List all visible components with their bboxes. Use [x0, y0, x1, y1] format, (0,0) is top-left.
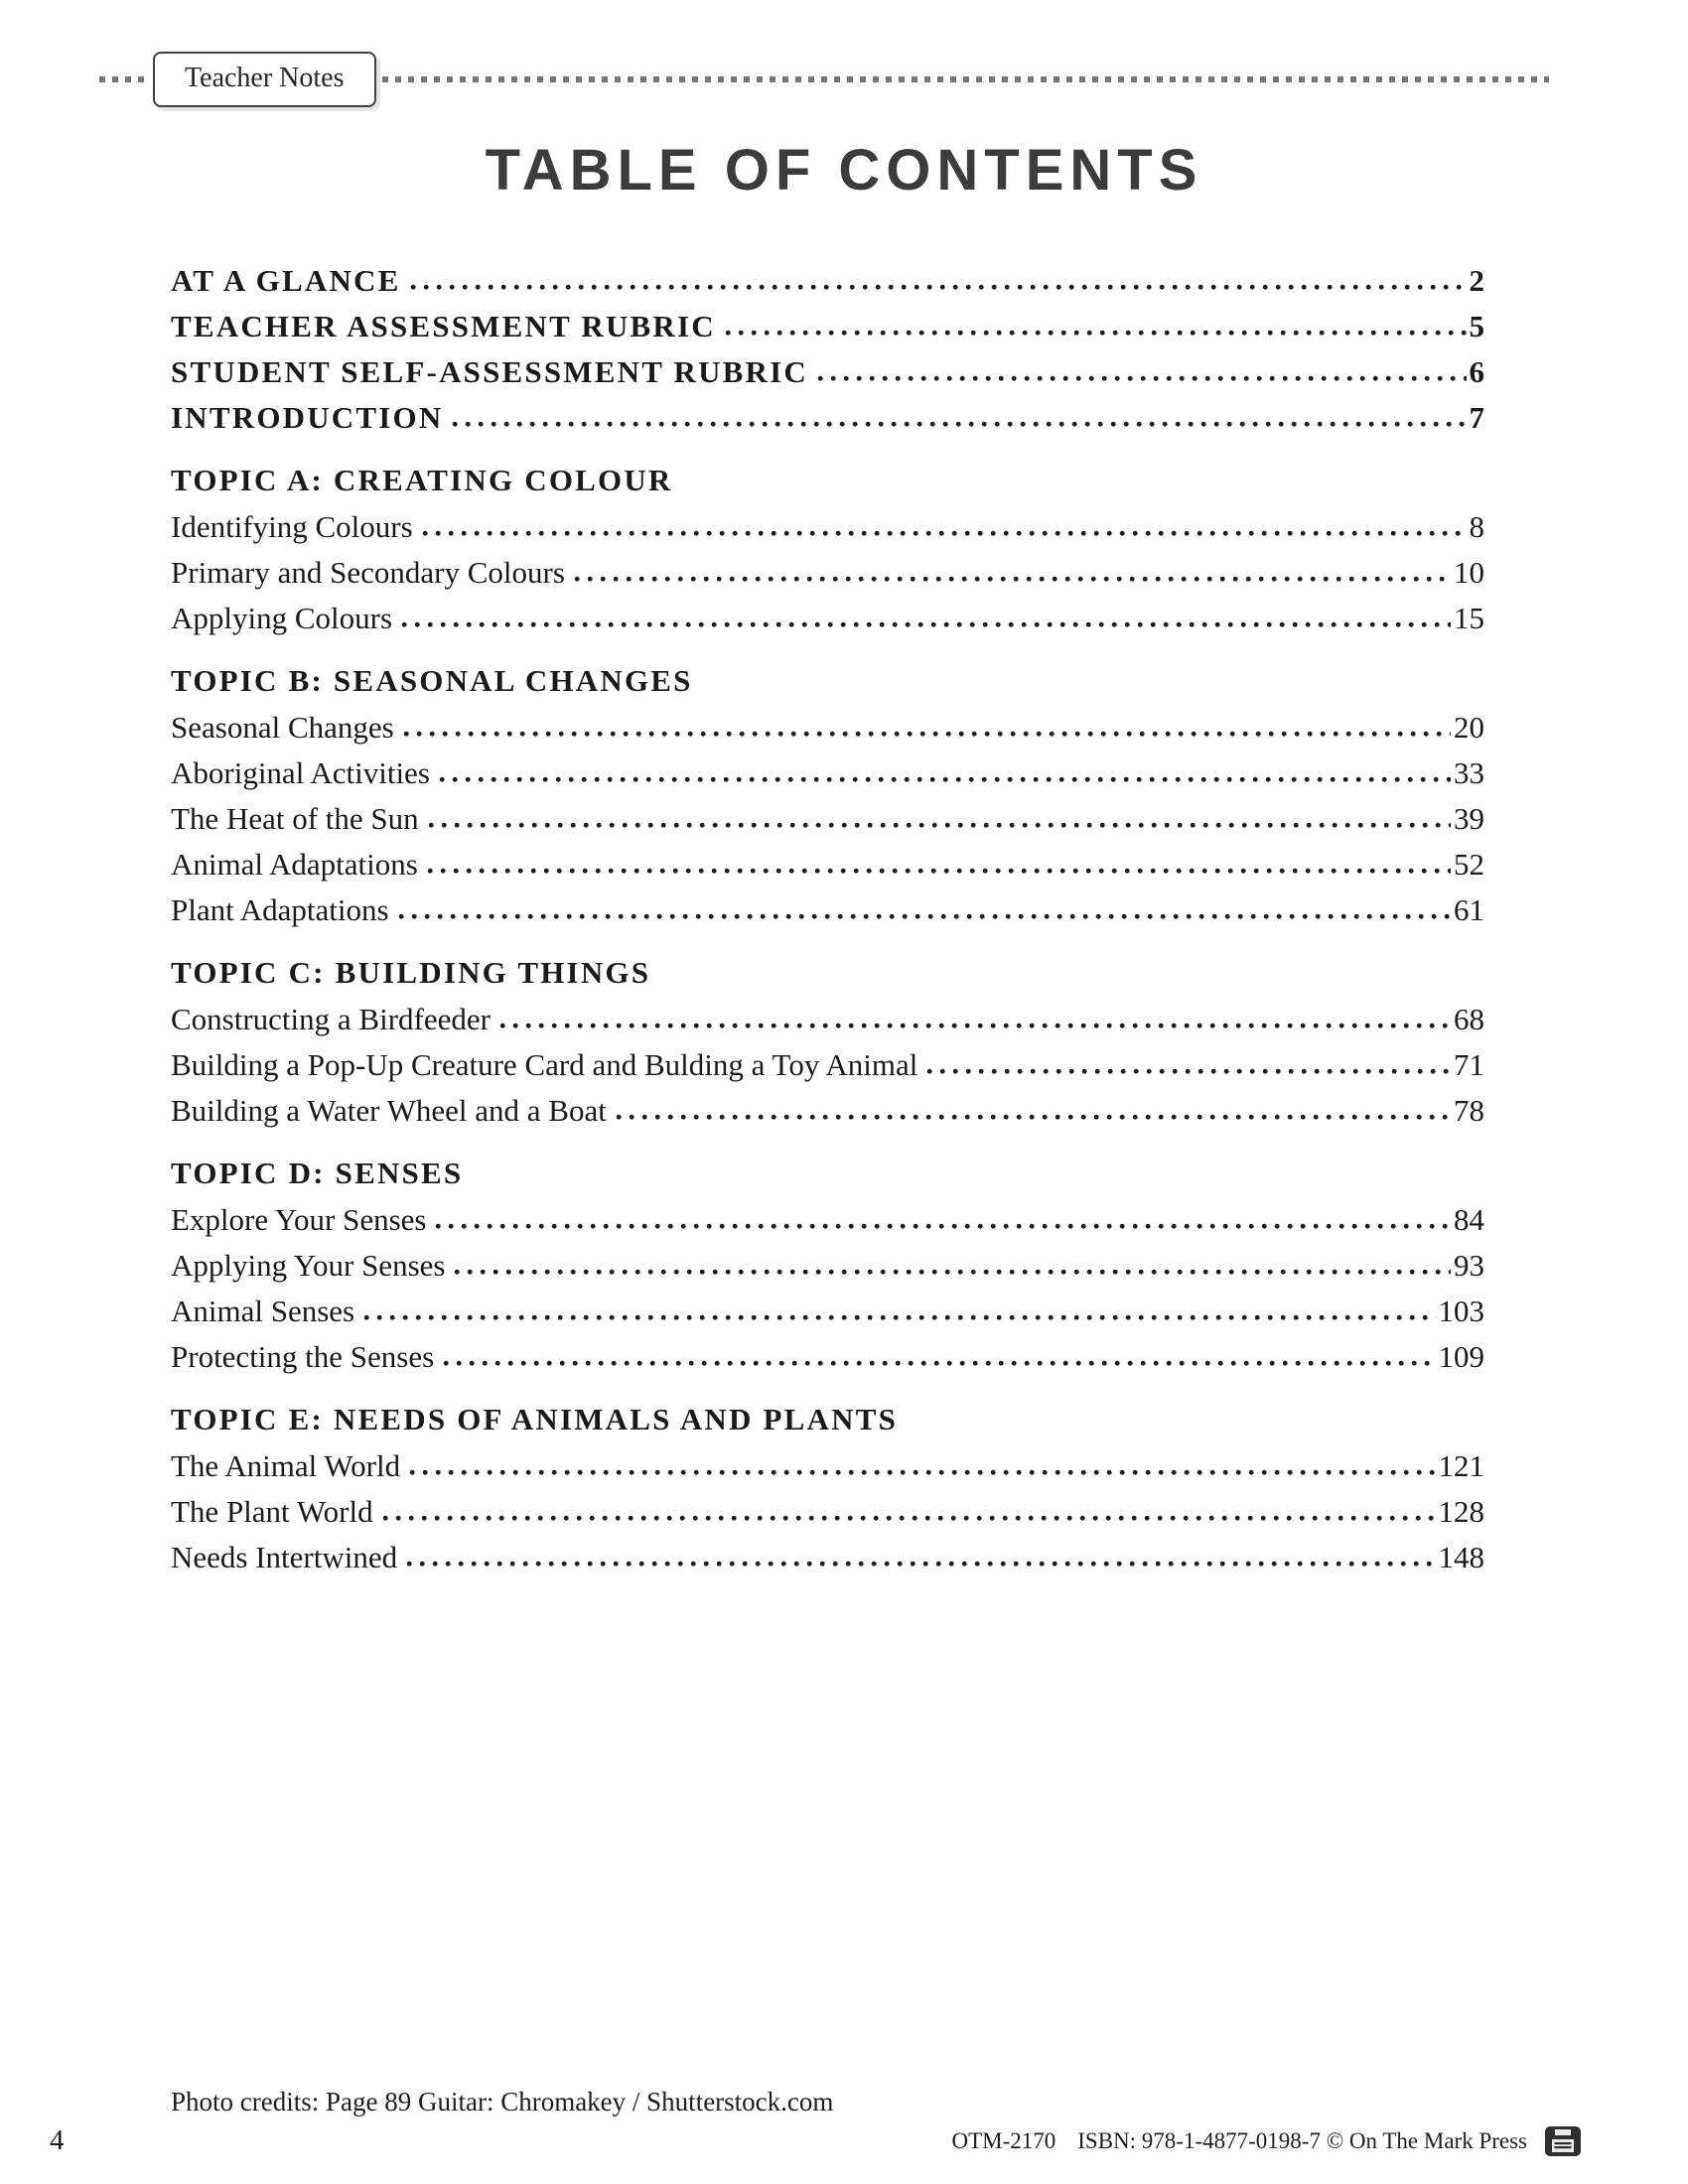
toc-entry-label: INTRODUCTION — [171, 400, 444, 435]
dot-leader — [574, 576, 1451, 583]
toc-entry-label: Constructing a Birdfeeder — [171, 1002, 491, 1036]
toc-section-heading: TOPIC D: SENSES — [171, 1156, 464, 1190]
toc-entry-label: The Heat of the Sun — [171, 801, 419, 836]
dot-leader — [398, 913, 1451, 920]
dot-leader — [406, 1561, 1435, 1568]
toc-entry-label: AT A GLANCE — [171, 263, 401, 298]
toc-entry-label: The Plant World — [171, 1494, 373, 1529]
teacher-notes-tab — [153, 52, 376, 107]
printer-icon — [1543, 2124, 1583, 2158]
toc-entry-label: Building a Pop-Up Creature Card and Bulding a Toy Animal — [171, 1047, 918, 1082]
toc-entry-page: 148 — [1438, 1540, 1484, 1574]
toc-entry — [171, 1049, 1484, 1080]
dot-leader — [409, 1469, 1435, 1476]
toc-entry-page: 103 — [1438, 1294, 1484, 1328]
page-title: TABLE OF CONTENTS — [485, 138, 1203, 203]
isbn-text: ISBN: 978-1-4877-0198-7 © On The Mark Press — [1077, 2128, 1527, 2153]
toc-section-heading: TOPIC E: NEEDS OF ANIMALS AND PLANTS — [171, 1402, 899, 1436]
toc-entry — [171, 311, 1484, 341]
toc-entry-page: 61 — [1454, 892, 1484, 927]
toc-entry-page: 71 — [1454, 1047, 1484, 1082]
toc-entry-label: Primary and Secondary Colours — [171, 555, 565, 590]
page-number: 4 — [50, 2124, 65, 2156]
photo-credits: Photo credits: Page 89 Guitar: Chromakey / Shutterstock.com — [171, 2087, 834, 2116]
toc-entry — [171, 1496, 1484, 1527]
dot-leader — [410, 284, 1467, 291]
toc-entry-label: Building a Water Wheel and a Boat — [171, 1093, 607, 1128]
toc-entry — [171, 1250, 1484, 1281]
toc-section-heading: TOPIC B: SEASONAL CHANGES — [171, 663, 693, 698]
toc-entry-page: 7 — [1469, 400, 1484, 435]
toc-entry-page: 39 — [1454, 801, 1484, 836]
dot-leader — [422, 530, 1467, 537]
toc-entry-label: STUDENT SELF-ASSESSMENT RUBRIC — [171, 354, 808, 389]
header-dots-right — [382, 76, 1549, 82]
toc-entry — [171, 1450, 1484, 1481]
toc-entry-label: Plant Adaptations — [171, 892, 389, 927]
toc-entry-page: 6 — [1469, 354, 1484, 389]
product-code: OTM-2170 — [951, 2128, 1056, 2153]
toc-entry — [171, 1296, 1484, 1326]
toc-entry-page: 128 — [1438, 1494, 1484, 1529]
dot-leader — [499, 1023, 1451, 1029]
toc-entry — [171, 265, 1484, 296]
toc-entry — [171, 402, 1484, 433]
toc-entry-page: 2 — [1469, 263, 1484, 298]
toc-entry-label: Protecting the Senses — [171, 1339, 435, 1374]
dot-leader — [443, 1360, 1435, 1367]
dot-leader — [428, 822, 1451, 829]
page-header — [99, 52, 1549, 107]
toc-entry-page: 52 — [1454, 847, 1484, 882]
toc-entry — [171, 511, 1484, 542]
toc-entry-page: 109 — [1438, 1339, 1484, 1374]
dot-leader — [427, 868, 1451, 875]
toc-entry-label: Aboriginal Activities — [171, 755, 430, 790]
toc-entry-label: Animal Senses — [171, 1294, 355, 1328]
toc-entry — [171, 757, 1484, 788]
dot-leader — [435, 1223, 1451, 1230]
toc-entry-page: 84 — [1454, 1202, 1484, 1237]
toc-section-heading: TOPIC A: CREATING COLOUR — [171, 463, 673, 497]
footer-publisher-info — [951, 2124, 1583, 2158]
toc-section-heading: TOPIC C: BUILDING THINGS — [171, 955, 651, 990]
dot-leader — [403, 731, 1451, 738]
toc-entry-page: 5 — [1469, 309, 1484, 343]
dot-leader — [616, 1114, 1451, 1121]
toc-entry-label: Explore Your Senses — [171, 1202, 427, 1237]
dot-leader — [382, 1515, 1436, 1522]
toc-entry-label: The Animal World — [171, 1448, 401, 1483]
dot-leader — [454, 1269, 1451, 1276]
toc-entry — [171, 849, 1484, 880]
toc-entry-page: 68 — [1454, 1002, 1484, 1036]
dot-leader — [401, 621, 1451, 628]
dot-leader — [452, 421, 1466, 428]
header-dots-left — [99, 76, 147, 82]
toc-entry-page: 20 — [1454, 710, 1484, 745]
toc-entry — [171, 712, 1484, 743]
teacher-notes-tab-label: Teacher Notes — [185, 63, 345, 93]
toc-entry-page: 15 — [1454, 601, 1484, 635]
toc-entry — [171, 1341, 1484, 1372]
dot-leader — [439, 776, 1451, 783]
toc-entry — [171, 1542, 1484, 1572]
toc-entry-page: 33 — [1454, 755, 1484, 790]
toc-entry — [171, 603, 1484, 633]
toc-entry-label: Applying Your Senses — [171, 1248, 446, 1283]
toc-entry-label: Applying Colours — [171, 601, 393, 635]
toc-entry — [171, 1095, 1484, 1126]
toc-entry — [171, 1204, 1484, 1235]
toc-entry-page: 8 — [1469, 509, 1484, 544]
toc-entry-label: Identifying Colours — [171, 509, 413, 544]
toc-entry — [171, 894, 1484, 925]
dot-leader — [817, 375, 1467, 382]
toc-entry-page: 121 — [1438, 1448, 1484, 1483]
toc-entry — [171, 1004, 1484, 1034]
toc-entry — [171, 356, 1484, 387]
toc-entry-label: TEACHER ASSESSMENT RUBRIC — [171, 309, 716, 343]
toc-entry-label: Animal Adaptations — [171, 847, 418, 882]
toc-entry-label: Seasonal Changes — [171, 710, 394, 745]
toc-entry-page: 93 — [1454, 1248, 1484, 1283]
dot-leader — [725, 330, 1467, 337]
toc-entry — [171, 557, 1484, 588]
toc-entry-page: 78 — [1454, 1093, 1484, 1128]
toc-entry-page: 10 — [1454, 555, 1484, 590]
table-of-contents — [171, 265, 1484, 1572]
dot-leader — [363, 1314, 1435, 1321]
toc-entry-label: Needs Intertwined — [171, 1540, 398, 1574]
dot-leader — [926, 1068, 1451, 1075]
toc-entry — [171, 803, 1484, 834]
footer-codes — [951, 2128, 1527, 2154]
